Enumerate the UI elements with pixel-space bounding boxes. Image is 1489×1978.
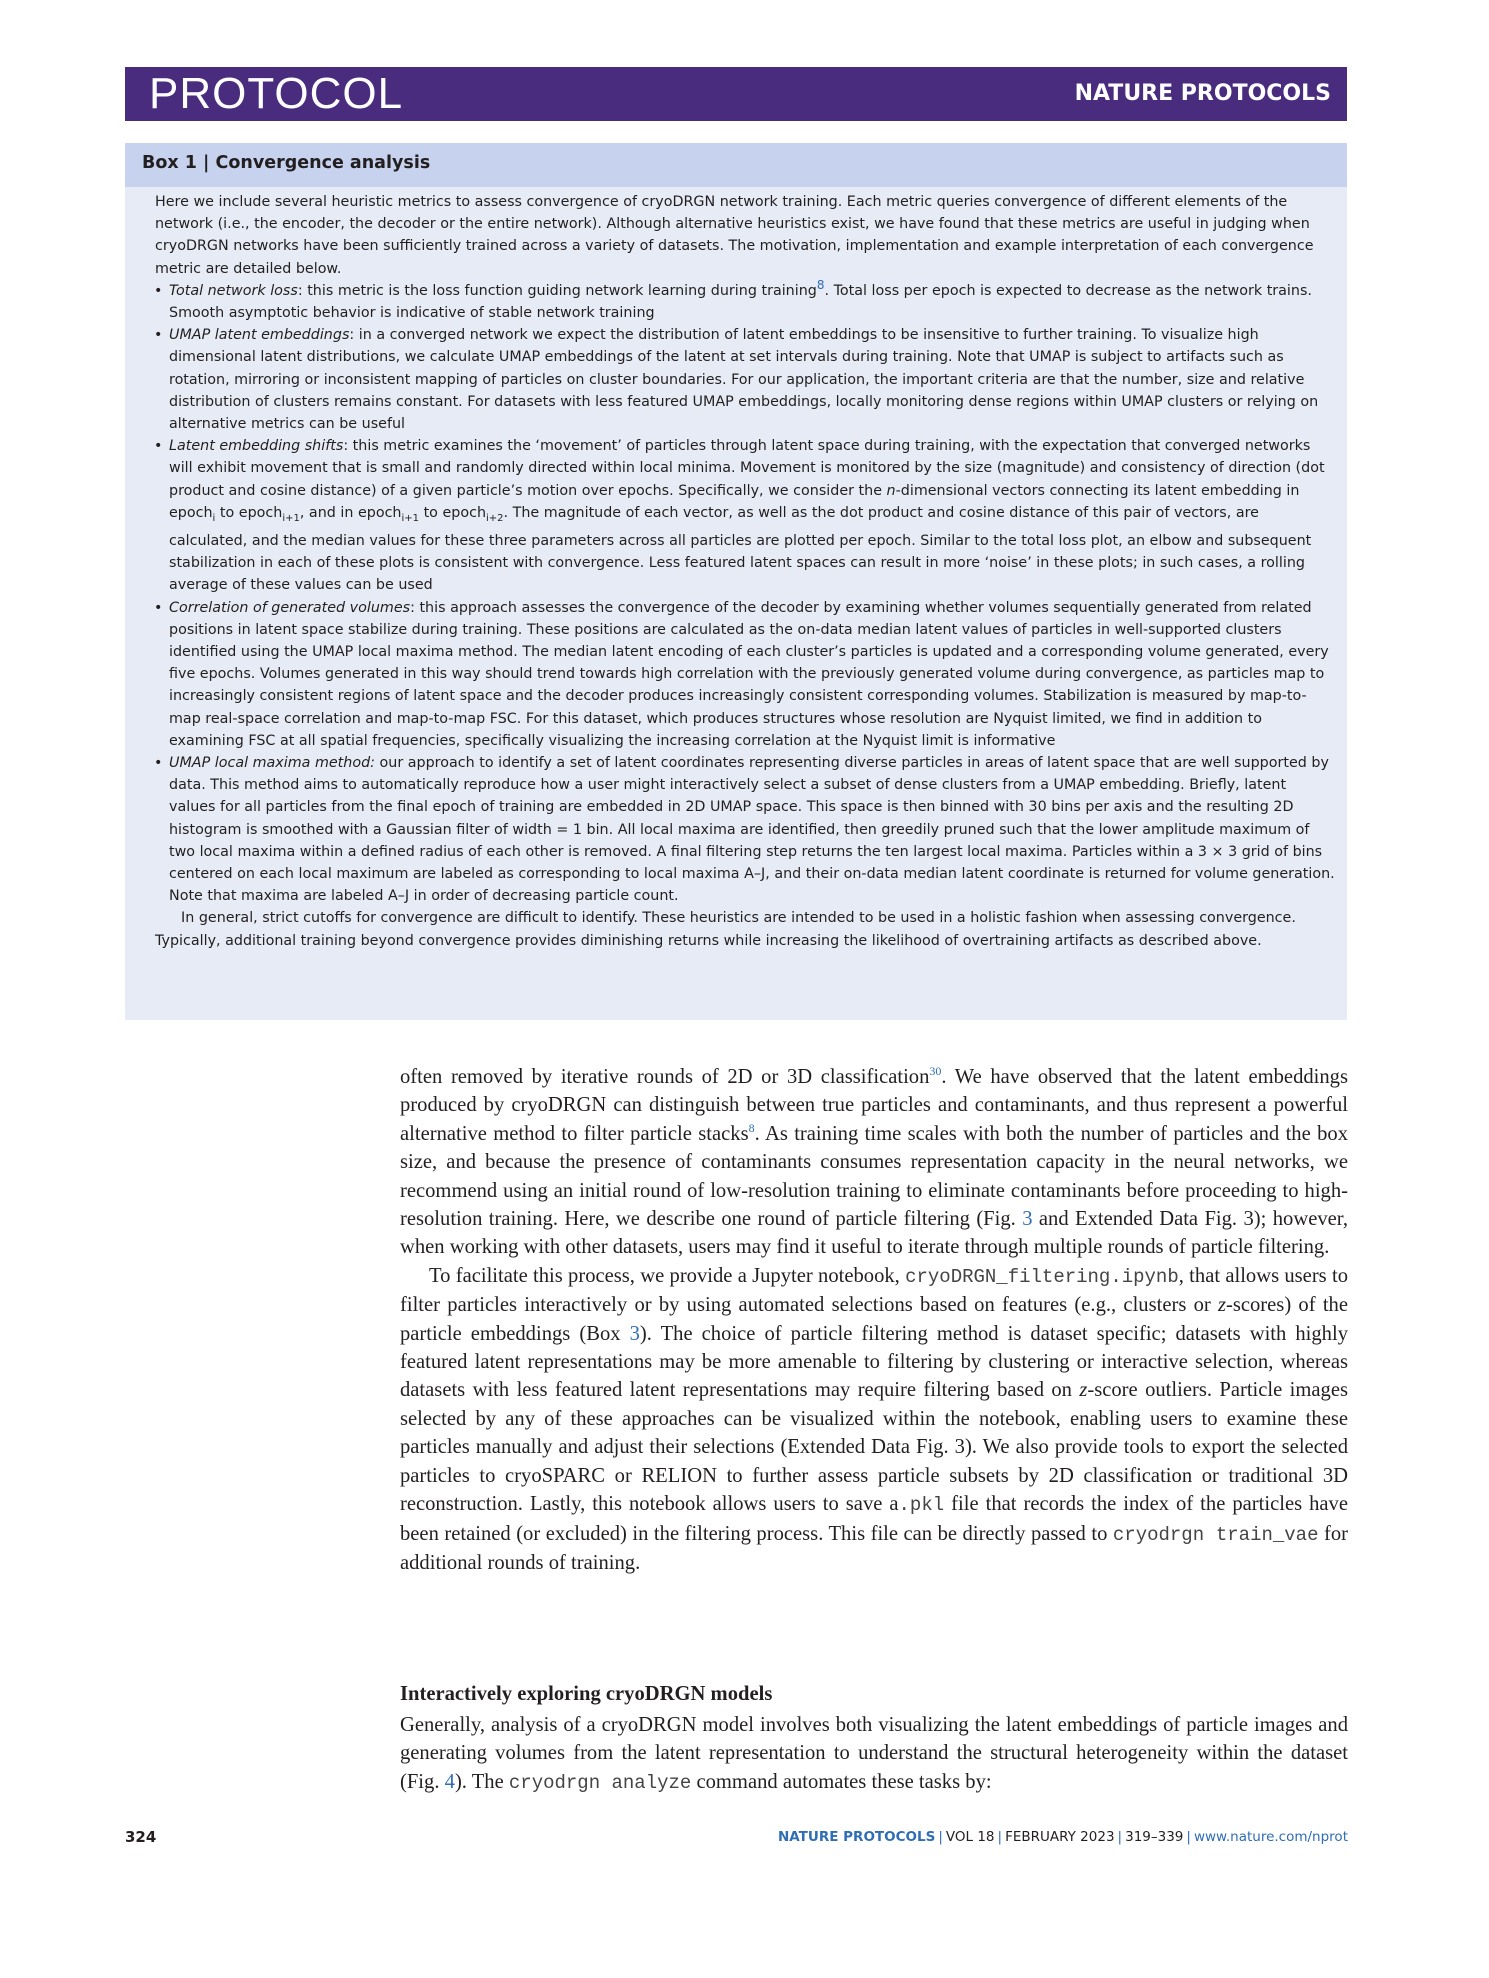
text: command automates these tasks by: xyxy=(691,1770,992,1793)
footer-citation xyxy=(778,1829,1348,1845)
bullet-text: -dimensional vectors connecting its latent embedding in epoch xyxy=(169,482,1300,521)
bullet-text: to epoch xyxy=(215,504,283,521)
text: , that allows users to filter particles interactively or by using automated selections based on features (e.g., clusters or xyxy=(400,1264,1348,1317)
convergence-box xyxy=(125,143,1347,1020)
code-filename: cryoDRGN_filtering.ipynb xyxy=(905,1265,1179,1288)
bullet-total-loss xyxy=(155,280,1335,324)
text: To facilitate this process, we provide a Jupyter notebook, xyxy=(429,1264,906,1287)
bullet-text: . Total loss per epoch is expected to decrease as the network trains. Smooth asymptotic behavior is indicative of stable network training xyxy=(169,282,1312,322)
bullet-text: : in a converged network we expect the distribution of latent embeddings to be insensitive to further training. To visualize high dimensional latent distributions, we calculate UMAP embeddings of the latent at set intervals during training. Note that UMAP is subject to artifacts such as rotation, mirroring or inconsistent mapping of particles on cluster boundaries. For our application, the important criteria are that the number, size and relative distribution of clusters remains constant. For datasets with less featured UMAP embeddings, locally monitoring dense regions within UMAP clusters or relying on alternative metrics can be useful xyxy=(169,327,1319,433)
bullet-text: : this metric is the loss function guiding network learning during training xyxy=(297,282,817,299)
bullet-term: UMAP latent embeddings xyxy=(169,327,350,344)
bullet-icon: • xyxy=(154,438,163,455)
text: and Extended Data Fig. 3); however, when working with other datasets, users may find it useful to iterate through multiple rounds of particle filtering. xyxy=(400,1208,1348,1259)
code-command: cryodrgn analyze xyxy=(508,1771,692,1794)
page-number: 324 xyxy=(125,1828,157,1846)
bullet-term: UMAP local maxima method: xyxy=(169,754,375,771)
bullet-text: our approach to identify a set of latent coordinates representing diverse particles in areas of latent space that are well supported by data. This method aims to automatically reproduce how a user might interactively select a subset of dense clusters from a UMAP embedding. Briefly, latent values for all particles from the final epoch of training are embedded in 2D UMAP space. This space is then binned with 30 bins per axis and the resulting 2D histogram is smoothed with a Gaussian filter of width = 1 bin. All local maxima are identified, then greedily pruned such that the lower amplitude maximum of two local maxima within a defined radius of each other is removed. A final filtering step returns the ten largest local maxima. Particles within a 3 × 3 grid of bins centered on each local maximum are labeled as corresponding to local maxima A–J, and their on-data median latent coordinate is returned for volume generation. Note that maxima are labeled A–J in order of decreasing particle count. xyxy=(169,754,1335,905)
paragraph xyxy=(400,1063,1348,1262)
section-body xyxy=(400,1711,1348,1797)
main-text xyxy=(400,1063,1348,1577)
journal-header-bar xyxy=(125,67,1347,121)
bullet-icon: • xyxy=(154,282,163,299)
box-body xyxy=(155,191,1335,952)
bullet-generated-volumes xyxy=(155,597,1335,752)
math-n: n xyxy=(886,482,896,499)
subscript: i+1 xyxy=(282,512,300,524)
journal-name: NATURE PROTOCOLS xyxy=(1074,81,1331,106)
text: often removed by iterative rounds of 2D or 3D classification xyxy=(400,1066,930,1088)
bullet-text: to epoch xyxy=(419,504,487,521)
section-heading: Interactively exploring cryoDRGN models xyxy=(400,1683,773,1705)
separator: | xyxy=(997,1829,1003,1845)
figure-link[interactable]: 4 xyxy=(444,1770,455,1793)
math-z: z xyxy=(1079,1379,1088,1402)
reference-link[interactable]: 8 xyxy=(816,278,825,293)
bullet-umap-embeddings xyxy=(155,324,1335,435)
math-z: z xyxy=(1217,1294,1226,1317)
bullet-icon: • xyxy=(154,327,163,344)
text: -score outliers. Particle images selected by any of these approaches can be visualized within the notebook, enabling users to examine these particles manually and adjust their selections (Extended Data Fig. 3). We also provide tools to export the selected particles to cryoSPARC or RELION to further assess particle subsets by 2D classification or traditional 3D reconstruction. Lastly, this notebook allows users to save a xyxy=(400,1379,1348,1516)
subscript: i xyxy=(212,512,216,524)
subscript: i+1 xyxy=(401,512,420,524)
text: Generally, analysis of a cryoDRGN model involves both visualizing the latent embeddings of particle images and generating volumes from the latent representation to understand the structural heterogeneity within the dataset (Fig. xyxy=(400,1714,1348,1793)
footer-volume: VOL 18 xyxy=(945,1829,995,1845)
bullet-term: Total network loss xyxy=(169,282,298,299)
bullet-latent-shifts xyxy=(155,435,1335,596)
footer-url-link[interactable]: www.nature.com/nprot xyxy=(1193,1829,1348,1845)
box-link[interactable]: 3 xyxy=(629,1322,640,1345)
text: ). The choice of particle filtering method is dataset specific; datasets with highly featured latent representations may be more amenable to filtering by clustering or interactive selection, whereas datasets with less featured latent representations may require filtering based on xyxy=(400,1322,1348,1402)
separator: | xyxy=(938,1829,943,1845)
text: for additional rounds of training. xyxy=(400,1522,1349,1574)
reference-link[interactable]: 8 xyxy=(748,1120,755,1135)
text: . We have observed that the latent embeddings produced by cryoDRGN can distinguish between true particles and contaminants, and thus represent a powerful alternative method to filter particle stacks xyxy=(400,1066,1348,1145)
bullet-text: . The magnitude of each vector, as well as the dot product and cosine distance of this pair of vectors, are calculated, and the median values for these three parameters across all particles are plotted per epoch. Similar to the total loss plot, an elbow and subsequent stabilization in each of these plots is consistent with convergence. Less featured latent spaces can result in more ‘noise’ in these plots; in such cases, a rolling average of these values can be used xyxy=(169,504,1312,594)
text: ). The xyxy=(454,1770,509,1793)
paragraph xyxy=(400,1711,1348,1797)
code-extension: .pkl xyxy=(898,1494,945,1517)
footer-pages: 319–339 xyxy=(1125,1829,1184,1845)
box-title: Box 1 | Convergence analysis xyxy=(142,153,431,173)
footer-journal: NATURE PROTOCOLS xyxy=(777,1829,936,1845)
figure-link[interactable]: 3 xyxy=(1022,1208,1033,1231)
bullet-term: Correlation of generated volumes xyxy=(169,599,411,616)
separator: | xyxy=(1186,1829,1191,1845)
footer-date: FEBRUARY 2023 xyxy=(1005,1829,1115,1845)
bullet-term: Latent embedding shifts xyxy=(169,438,344,455)
paragraph xyxy=(400,1262,1348,1577)
box-closing: In general, strict cutoffs for convergence are difficult to identify. These heuristics are intended to be used in a holistic fashion when assessing convergence. Typically, additional training beyond convergence provides diminishing returns while increasing the likelihood of overtraining artifacts as described above. xyxy=(155,910,1296,949)
bullet-local-maxima xyxy=(155,752,1335,907)
text: . As training time scales with both the number of particles and the box size, and because the presence of contaminants consumes representation capacity in the neural networks, we recommend using an initial round of low-resolution training to eliminate contaminants before proceeding to high-resolution training. Here, we describe one round of particle filtering (Fig. xyxy=(400,1122,1348,1231)
subscript: i+2 xyxy=(486,512,504,524)
text: -scores) of the particle embeddings (Box xyxy=(400,1294,1348,1345)
text: file that records the index of the particles have been retained (or excluded) in the filtering process. This file can be directly passed to xyxy=(400,1493,1348,1545)
bullet-icon: • xyxy=(154,599,163,616)
code-command: cryodrgn train_vae xyxy=(1112,1523,1319,1546)
separator: | xyxy=(1117,1829,1123,1845)
bullet-icon: • xyxy=(154,754,163,771)
bullet-text: , and in epoch xyxy=(299,504,402,521)
box-title-bar xyxy=(125,143,1347,187)
reference-link[interactable]: 30 xyxy=(929,1064,942,1079)
bullet-text: : this approach assesses the convergence of the decoder by examining whether volumes sequentially generated from related positions in latent space stabilize during training. These positions are calculated as the on-data median latent values of particles in well-supported clusters identified using the UMAP local maxima method. The median latent encoding of each cluster’s particles is updated and a corresponding volume generated, every five epochs. Volumes generated in this way should trend towards high correlation with the previously generated volume during convergence, as particles map to increasingly consistent regions of latent space and the decoder produces increasingly consistent corresponding volumes. Stabilization is measured by map-to-map real-space correlation and map-to-map FSC. For this dataset, which produces structures whose resolution are Nyquist limited, we find in addition to examining FSC at all spatial frequencies, specifically visualizing the increasing correlation at the Nyquist limit is informative xyxy=(169,599,1329,749)
section-label: PROTOCOL xyxy=(149,69,404,118)
bullet-text: : this metric examines the ‘movement’ of particles through latent space during training, with the expectation that converged networks will exhibit movement that is small and randomly directed within local minima. Movement is monitored by the size (magnitude) and consistency of direction (dot product and cosine distance) of a given particle’s motion over epochs. Specifically, we consider the xyxy=(169,438,1325,499)
box-intro: Here we include several heuristic metrics to assess convergence of cryoDRGN network training. Each metric queries convergence of different elements of the network (i.e., the encoder, the decoder or the entire network). Although alternative heuristics exist, we have found that these metrics are useful in judging when cryoDRGN networks have been sufficiently trained across a variety of datasets. The motivation, implementation and example interpretation of each convergence metric are detailed below. xyxy=(155,194,1314,277)
